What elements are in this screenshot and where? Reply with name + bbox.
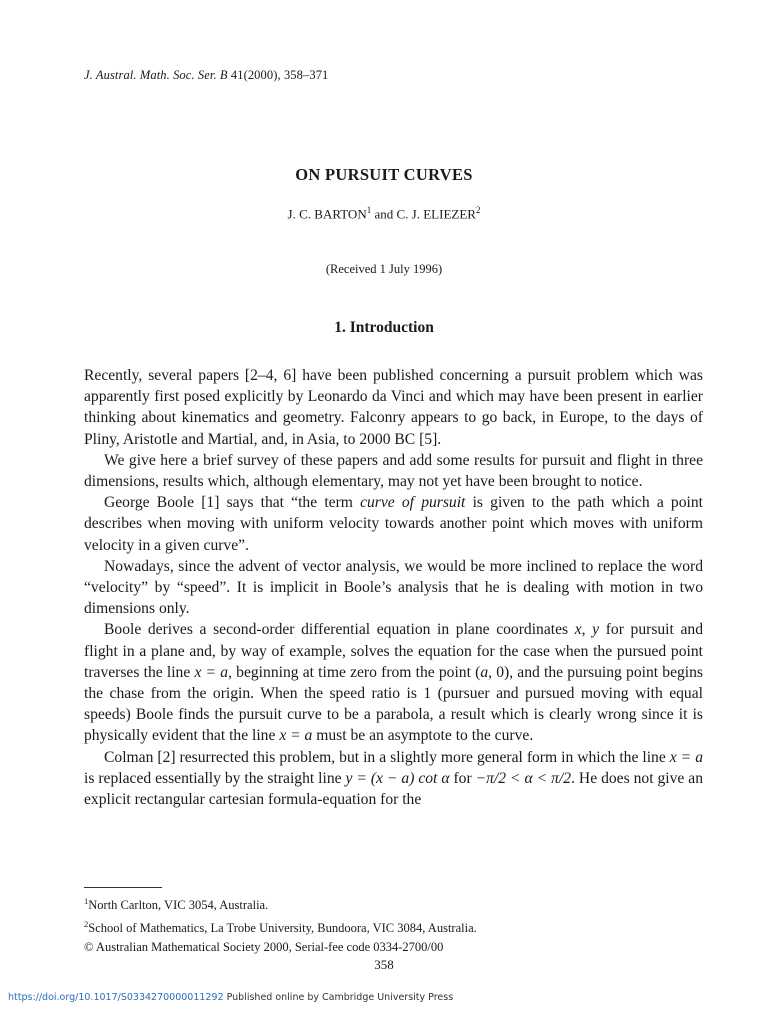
math-eq-x-equals-a-3: x = a — [669, 748, 703, 766]
author-affiliation-mark-1: 1 — [366, 205, 372, 215]
footnote-1-mark: 1 — [84, 896, 89, 906]
author-line — [0, 205, 768, 222]
doi-publisher-text: Published online by Cambridge University Press — [223, 992, 454, 1003]
paragraph-2: We give here a brief survey of these papers and add some results for pursuit and flight in three dimensions, results which, although elementary, may not yet have been brought to notice. — [84, 451, 703, 491]
paragraph-5-part-e: , 0), and the pursuing point begins the chase from the origin. When the speed ratio is 1 (pursuer and pursued moving with equal speeds) Boole finds the pursuit curve to be a parabola, a result which is clearly wrong since it is physically evident that the line — [84, 663, 703, 745]
paragraph-5-part-a: Boole derives a second-order differential equation in plane coordinates — [104, 621, 575, 639]
math-x: x — [574, 621, 582, 639]
page-number: 358 — [374, 957, 394, 972]
journal-citation — [84, 68, 328, 83]
paragraph-5-part-b: , — [581, 621, 593, 639]
doi-footer — [8, 992, 453, 1003]
footnote-2-mark: 2 — [84, 919, 89, 930]
body-text — [84, 365, 703, 810]
footnote-1 — [84, 892, 477, 915]
author-affiliation-mark-2: 2 — [475, 205, 481, 215]
paragraph-6-part-d: . He does not give an explicit rectangular cartesian formula-equation for the — [84, 769, 703, 809]
math-a: a — [480, 663, 489, 681]
volume-pages: 41(2000), 358–371 — [227, 68, 329, 82]
paragraph-6 — [84, 747, 703, 811]
paragraph-6-part-a: Colman [2] resurrected this problem, but in a slightly more general form in which the line — [104, 748, 670, 766]
paragraph-6-part-c: for — [449, 769, 476, 787]
math-eq-x-equals-a: x = a — [194, 663, 229, 681]
paragraph-1: Recently, several papers [2–4, 6] have been published concerning a pursuit problem which was apparently first posed explicitly by Leonardo da Vinci and which may have been present in earlier thinking about kinematics and geometry. Falconry appears to go back, in Europe, to the days of Pliny, Aristotle and Martial, and, in Asia, to 2000 BC [5]. — [84, 367, 703, 448]
author-barton: J. C. BARTON — [287, 206, 367, 222]
paragraph-5-part-c: for pursuit and flight in a plane and, by way of example, solves the equation for the case when the pursued point traverses the line — [84, 621, 703, 681]
paragraph-3 — [84, 492, 703, 556]
paragraph-4: Nowadays, since the advent of vector analysis, we would be more inclined to replace the word “velocity” by “speed”. It is implicit in Boole’s analysis that he is dealing with motion in two dimensions only. — [84, 557, 703, 618]
paragraph-3-part-a: George Boole [1] says that “the term — [104, 494, 361, 512]
author-connector: and — [371, 206, 397, 222]
received-date: (Received 1 July 1996) — [325, 262, 443, 276]
footnote-2-text: School of Mathematics, La Trobe University, Bundoora, VIC 3084, Australia. — [88, 921, 477, 936]
math-eq-alpha-range: −π/2 < α < π/2 — [475, 769, 572, 787]
section-heading-introduction: 1. Introduction — [334, 319, 434, 336]
math-eq-x-equals-a-2: x = a — [279, 727, 313, 745]
copyright-notice: © Australian Mathematical Society 2000, Serial-fee code 0334-2700/00 — [84, 940, 444, 955]
math-eq-line: y = (x − a) cot α — [345, 769, 450, 787]
paragraph-5 — [84, 619, 703, 746]
paragraph-5-part-f: must be an asymptote to the curve. — [312, 727, 534, 745]
footnotes — [84, 892, 477, 957]
journal-name: J. Austral. Math. Soc. Ser. B — [84, 68, 228, 82]
doi-link[interactable]: https://doi.org/10.1017/S0334270000011292 — [8, 992, 224, 1003]
math-y: y — [592, 621, 600, 639]
paragraph-5-part-d: , beginning at time zero from the point ( — [228, 663, 481, 681]
footnote-divider — [84, 887, 162, 888]
paragraph-6-part-b: is replaced essentially by the straight line — [84, 769, 346, 787]
paragraph-3-part-b: is given to the path which a point describes when moving with uniform velocity towards another point which moves with uniform velocity in a given curve”. — [84, 494, 703, 554]
footnote-1-text: North Carlton, VIC 3054, Australia. — [88, 898, 269, 913]
italic-term-curve-of-pursuit: curve of pursuit — [360, 494, 466, 512]
paper-title: ON PURSUIT CURVES — [295, 165, 473, 184]
author-eliezer: C. J. ELIEZER — [396, 206, 476, 222]
footnote-2 — [84, 915, 477, 938]
